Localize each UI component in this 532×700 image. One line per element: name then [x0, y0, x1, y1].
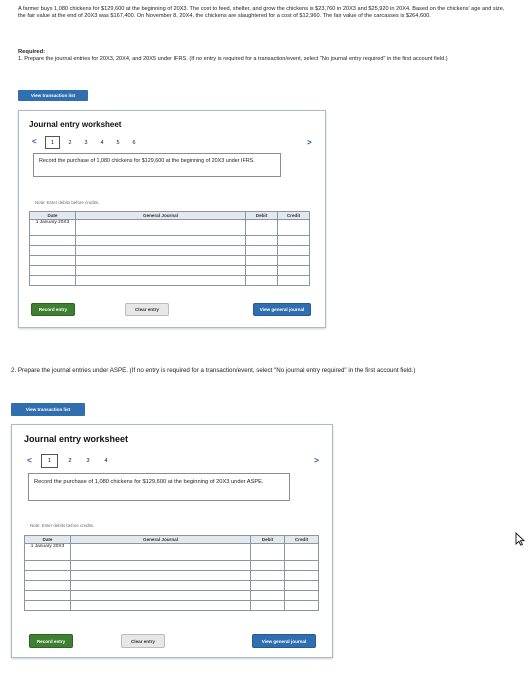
credit-cell[interactable]	[278, 266, 310, 276]
prev-arrow-icon[interactable]: <	[27, 455, 32, 465]
journal-entry-worksheet-2	[11, 424, 333, 658]
clear-entry-button[interactable]: Clear entry	[125, 303, 169, 316]
journal-entry-worksheet-1	[18, 110, 326, 328]
table-row	[30, 256, 310, 266]
account-cell[interactable]	[76, 266, 246, 276]
table-header-row	[30, 212, 310, 220]
date-cell	[30, 266, 76, 276]
view-transaction-list-button[interactable]: View transaction list	[18, 90, 88, 101]
account-cell[interactable]	[76, 236, 246, 246]
table-row	[30, 236, 310, 246]
worksheet-title: Journal entry worksheet	[29, 120, 122, 129]
view-general-journal-button[interactable]: View general journal	[253, 303, 311, 316]
credit-cell[interactable]	[278, 236, 310, 246]
date-cell	[30, 236, 76, 246]
table-header-row	[25, 536, 319, 544]
journal-table	[29, 211, 310, 286]
credit-cell[interactable]	[285, 571, 319, 581]
account-cell[interactable]	[76, 246, 246, 256]
required-heading: Required:	[18, 49, 46, 55]
credit-cell[interactable]	[278, 246, 310, 256]
tab-1[interactable]: 1	[45, 136, 60, 149]
table-row	[25, 581, 319, 591]
date-cell	[25, 561, 71, 571]
problem-text: A farmer buys 1,080 chickens for $129,600 at the beginning of 20X3. The cost to feed, shelter, and grow the chickens is $23,760 in 20X3 and $25,920 in 20X4. Based on the chickens' age and size, the fair value at the end of 20X3 was $167,400. On November 8, 20X4, the chickens are slaughtered for a cost of $12,960. The fair value of the carcasses is $264,600.	[18, 6, 505, 20]
tab-2[interactable]: 2	[68, 139, 72, 146]
account-cell[interactable]	[76, 276, 246, 286]
tab-6[interactable]: 6	[132, 139, 136, 146]
table-row	[25, 544, 319, 561]
date-cell	[25, 591, 71, 601]
account-cell[interactable]	[76, 220, 246, 236]
transaction-description	[33, 153, 281, 177]
debit-column-header: Debit	[251, 536, 285, 544]
account-cell[interactable]	[76, 256, 246, 266]
debit-cell[interactable]	[251, 601, 285, 611]
date-cell	[25, 571, 71, 581]
date-cell	[30, 276, 76, 286]
date-cell	[30, 256, 76, 266]
tab-3[interactable]: 3	[84, 139, 88, 146]
debit-cell[interactable]	[251, 544, 285, 561]
credit-column-header: Credit	[278, 212, 310, 220]
table-row	[25, 571, 319, 581]
debit-cell[interactable]	[246, 236, 278, 246]
view-general-journal-button[interactable]: View general journal	[252, 634, 316, 648]
record-entry-button[interactable]: Record entry	[31, 303, 75, 316]
worksheet-title: Journal entry worksheet	[24, 434, 129, 444]
table-row	[30, 220, 310, 236]
tab-4[interactable]: 4	[104, 458, 108, 464]
debit-cell[interactable]	[251, 561, 285, 571]
credit-cell[interactable]	[285, 581, 319, 591]
worksheet-tabs	[45, 136, 142, 149]
credit-cell[interactable]	[285, 601, 319, 611]
date-column-header: Date	[30, 212, 76, 220]
debit-cell[interactable]	[251, 571, 285, 581]
account-cell[interactable]	[71, 561, 251, 571]
debit-cell[interactable]	[246, 266, 278, 276]
credit-column-header: Credit	[285, 536, 319, 544]
journal-table	[24, 535, 319, 611]
view-transaction-list-button[interactable]: View transaction list	[11, 403, 85, 416]
table-row	[30, 266, 310, 276]
debit-cell[interactable]	[251, 591, 285, 601]
date-cell: 1 January 20X3	[25, 544, 71, 561]
account-cell[interactable]	[71, 581, 251, 591]
transaction-description	[28, 473, 290, 501]
debit-cell[interactable]	[246, 256, 278, 266]
debit-cell[interactable]	[246, 220, 278, 236]
date-cell	[30, 246, 76, 256]
account-cell[interactable]	[71, 601, 251, 611]
clear-entry-button[interactable]: Clear entry	[121, 634, 165, 648]
general-journal-column-header: General Journal	[76, 212, 246, 220]
credit-cell[interactable]	[285, 544, 319, 561]
prev-arrow-icon[interactable]: <	[32, 137, 37, 146]
requirement-2-text: 2. Prepare the journal entries under ASPE. (If no entry is required for a transaction/event, select "No journal entry required" in the first account field.)	[11, 367, 416, 374]
tab-2[interactable]: 2	[68, 458, 72, 464]
next-arrow-icon[interactable]: >	[307, 138, 312, 147]
date-cell	[25, 601, 71, 611]
debit-column-header: Debit	[246, 212, 278, 220]
debit-cell[interactable]	[246, 276, 278, 286]
worksheet-tabs	[41, 454, 115, 468]
description-text: Record the purchase of 1,080 chickens for $129,600 at the beginning of 20X3 under ASPE.	[34, 479, 264, 485]
account-cell[interactable]	[71, 571, 251, 581]
credit-cell[interactable]	[285, 591, 319, 601]
tab-1[interactable]: 1	[41, 454, 58, 468]
next-arrow-icon[interactable]: >	[314, 455, 319, 465]
cursor-arrow-icon	[515, 532, 525, 548]
date-cell: 1 January 20X3	[30, 220, 76, 236]
table-row	[30, 276, 310, 286]
general-journal-column-header: General Journal	[71, 536, 251, 544]
date-column-header: Date	[25, 536, 71, 544]
credit-cell[interactable]	[285, 561, 319, 571]
account-cell[interactable]	[71, 591, 251, 601]
tab-5[interactable]: 5	[116, 139, 120, 146]
debit-cell[interactable]	[251, 581, 285, 591]
table-row	[25, 591, 319, 601]
credit-cell[interactable]	[278, 276, 310, 286]
tab-3[interactable]: 3	[86, 458, 90, 464]
debits-note: Note: Enter debits before credits.	[35, 200, 100, 205]
table-row	[25, 561, 319, 571]
description-text: Record the purchase of 1,080 chickens for $129,600 at the beginning of 20X3 under IFRS.	[39, 158, 255, 164]
debit-cell[interactable]	[246, 246, 278, 256]
record-entry-button[interactable]: Record entry	[29, 634, 73, 648]
table-row	[25, 601, 319, 611]
account-cell[interactable]	[71, 544, 251, 561]
date-cell	[25, 581, 71, 591]
credit-cell[interactable]	[278, 220, 310, 236]
table-row	[30, 246, 310, 256]
tab-4[interactable]: 4	[100, 139, 104, 146]
credit-cell[interactable]	[278, 256, 310, 266]
debits-note: Note: Enter debits before credits.	[30, 523, 95, 528]
requirement-1-text: 1. Prepare the journal entries for 20X3, 20X4, and 20X5 under IFRS. (If no entry is required for a transaction/event, select "No journal entry required" in the first account field.)	[18, 56, 448, 62]
